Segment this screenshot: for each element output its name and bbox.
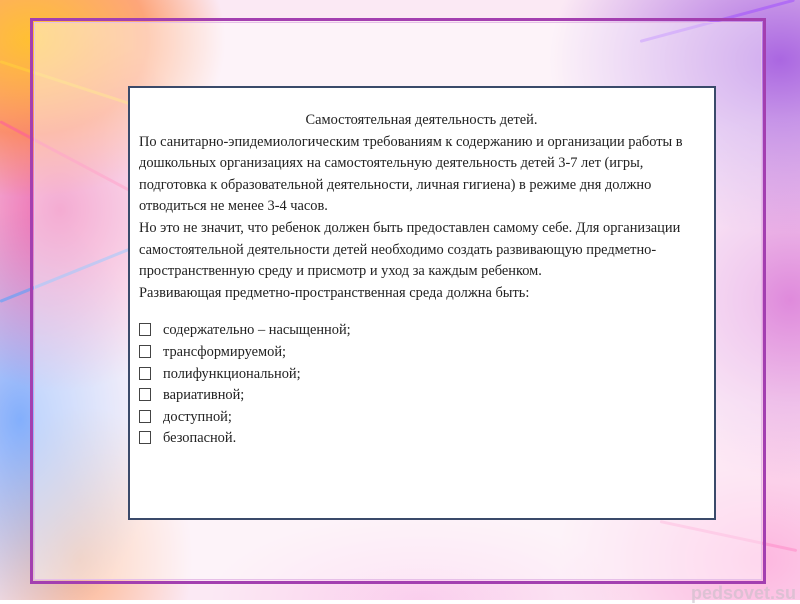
slide-title: Самостоятельная деятельность детей. — [305, 112, 538, 128]
list-item-label: доступной; — [163, 408, 232, 425]
list-item — [139, 342, 704, 364]
bullet-icon — [139, 345, 151, 358]
paragraph-list-intro: Развивающая предметно-пространственная среда должна быть: — [139, 284, 530, 301]
bullet-icon — [139, 367, 151, 380]
list-item-label: полифункциональной; — [163, 365, 301, 382]
watermark: pedsovet.su — [690, 583, 796, 603]
list-item — [139, 320, 704, 342]
bullet-icon — [139, 323, 151, 336]
list-item-label: безопасной. — [163, 430, 237, 447]
list-item — [139, 407, 704, 429]
bullet-icon — [139, 431, 151, 444]
list-item-label: трансформируемой; — [163, 343, 287, 360]
bullet-icon — [139, 388, 151, 401]
list-item-label: вариативной; — [163, 387, 245, 404]
content-textbox — [128, 86, 716, 520]
list-item — [139, 428, 704, 450]
list-item-label: содержательно – насыщенной; — [163, 322, 351, 339]
list-item — [139, 364, 704, 386]
paragraph-environment: Но это не значит, что ребенок должен быть предоставлен самому себе. Для организации самостоятельной деятельности детей необходимо создать развивающую предметно- пространственную среду и присмотр и уход за каждым ребенком. — [139, 219, 681, 280]
list-item — [139, 385, 704, 407]
bullet-icon — [139, 410, 151, 423]
requirements-list — [139, 320, 704, 450]
paragraph-requirements: По санитарно-эпидемиологическим требованиям к содержанию и организации работы в дошкольных организациях на самостоятельную деятельность детей 3-7 лет (игры, подготовка к образовательной деятельности, личная гигиена) в режиме дня должно отводиться не менее 3-4 часов. — [139, 133, 683, 215]
